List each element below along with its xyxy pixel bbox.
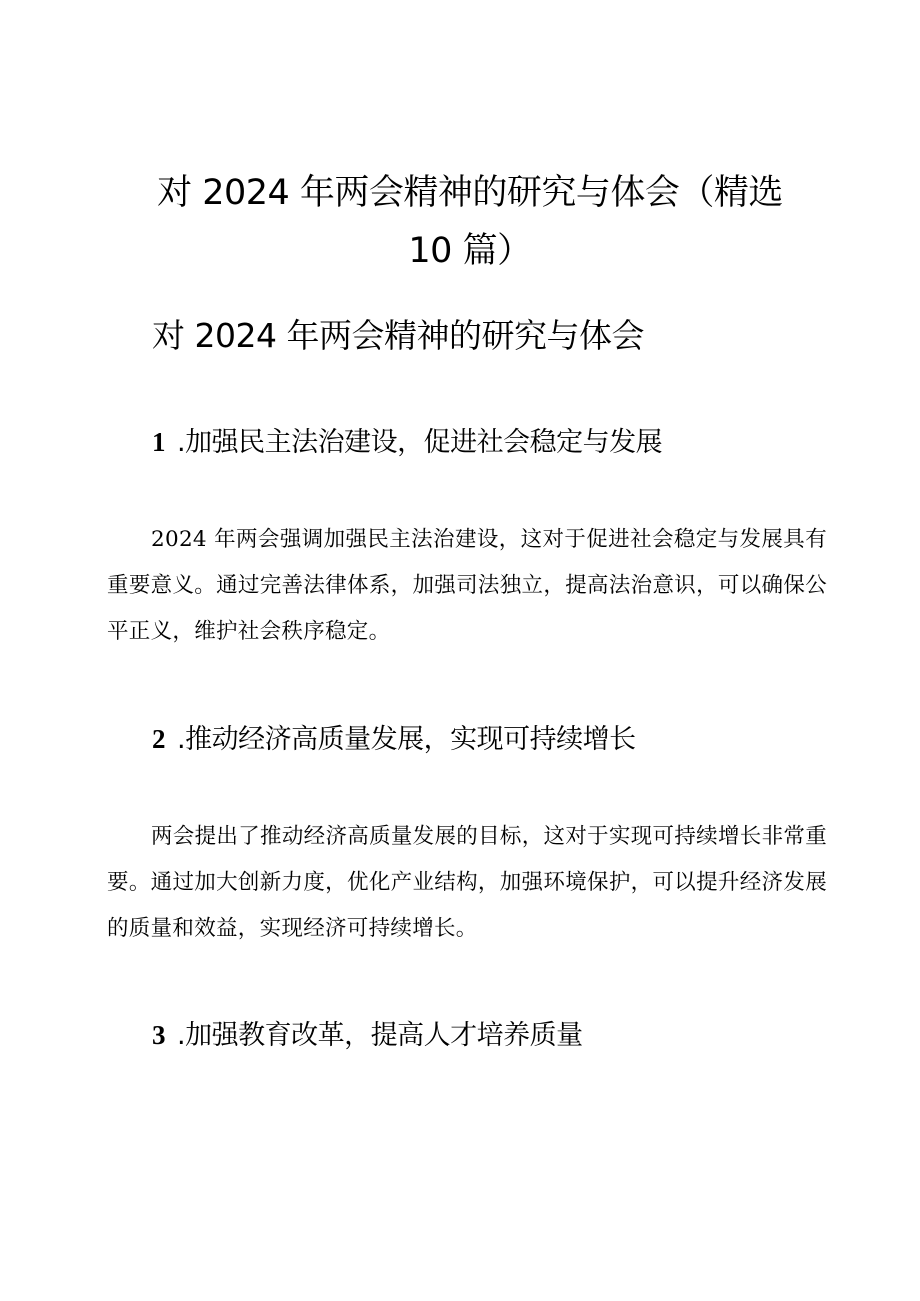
- heading-1: [152, 422, 662, 463]
- heading-text: .推动经济高质量发展，实现可持续增长: [177, 724, 636, 755]
- heading-number: 1: [152, 427, 165, 457]
- heading-text: .加强教育改革，提高人才培养质量: [177, 1020, 583, 1051]
- document-title: 对 2024 年两会精神的研究与体会（精选 10 篇）: [157, 173, 783, 271]
- section-title: 对 2024 年两会精神的研究与体会: [152, 316, 644, 355]
- heading-text: .加强民主法治建设，促进社会稳定与发展: [177, 427, 663, 458]
- paragraph-1: 2024 年两会强调加强民主法治建设，这对于促进社会稳定与发展具有重要意义。通过完善法律体系，加强司法独立，提高法治意识，可以确保公平正义，维护社会秩序稳定。: [107, 527, 827, 644]
- paragraph-2: 两会提出了推动经济高质量发展的目标，这对于实现可持续增长非常重要。通过加大创新力度，优化产业结构，加强环境保护，可以提升经济发展的质量和效益，实现经济可持续增长。: [107, 824, 827, 941]
- heading-3: [152, 1015, 583, 1056]
- heading-number: 3: [152, 1020, 165, 1050]
- heading-number: 2: [152, 724, 165, 754]
- heading-2: [152, 719, 636, 760]
